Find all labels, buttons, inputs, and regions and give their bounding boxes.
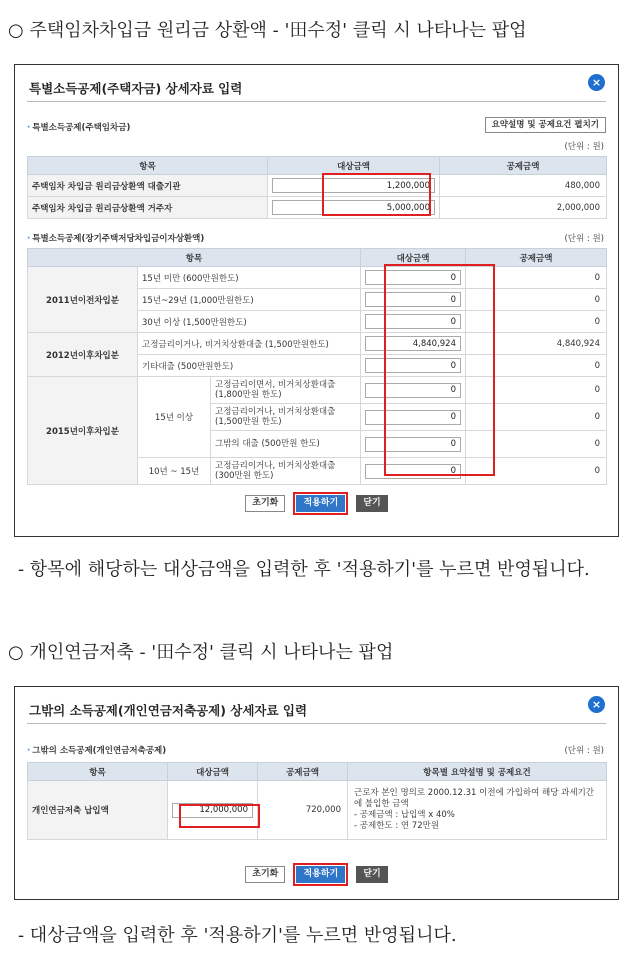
group-label-2015: 2015년이후차입분 <box>28 377 138 485</box>
table-row <box>28 781 607 840</box>
row-label: 주택임차 차입금 원리금상환액 대출기관 <box>28 175 268 197</box>
close-icon[interactable]: × <box>588 696 605 713</box>
row-label: 주택임차 차입금 원리금상환액 거주자 <box>28 197 268 219</box>
header-item: 항목 <box>28 249 361 267</box>
deduction-value: 0 <box>466 377 607 404</box>
reset-button[interactable]: 초기화 <box>245 495 285 512</box>
deduction-value: 0 <box>466 355 607 377</box>
table-row <box>28 267 607 289</box>
header-description: 항목별 요약설명 및 공제요건 <box>348 763 607 781</box>
expand-summary-button[interactable]: 요약설명 및 공제요건 펼치기 <box>485 117 606 133</box>
table-row <box>28 197 607 219</box>
row-label: 고정금리이거나, 비거치상환대출 (300만원 한도) <box>211 458 361 485</box>
table-row <box>28 175 607 197</box>
header-amount: 대상금액 <box>361 249 466 267</box>
unit-label: (단위 : 원) <box>564 142 604 152</box>
deduction-value: 0 <box>466 431 607 458</box>
popup-title: 그밖의 소득공제(개인연금저축공제) 상세자료 입력 <box>29 703 308 718</box>
unit-label: (단위 : 원) <box>564 234 604 244</box>
header-amount: 대상금액 <box>268 157 440 175</box>
bullet-icon: · <box>27 234 31 244</box>
mortgage-table <box>27 248 607 485</box>
title-divider <box>27 723 606 724</box>
close-icon[interactable]: × <box>588 74 605 91</box>
popup-housing-fund <box>14 64 619 537</box>
reset-button[interactable]: 초기화 <box>245 866 285 883</box>
row-label: 15년 미만 (600만원한도) <box>138 267 361 289</box>
amount-input[interactable] <box>365 410 461 425</box>
amount-input-lender[interactable] <box>272 178 435 193</box>
deduction-value: 2,000,000 <box>440 197 607 219</box>
section-label-mortgage <box>27 232 204 244</box>
deduction-value: 4,840,924 <box>466 333 607 355</box>
amount-input[interactable] <box>365 437 461 452</box>
deduction-value: 0 <box>466 289 607 311</box>
desc-line: - 공제한도 : 연 72만원 <box>354 821 440 831</box>
amount-input[interactable] <box>365 270 461 285</box>
table-row <box>28 377 607 404</box>
row-label: 고정금리이면서, 비거치상환대출 (1,800만원 한도) <box>211 377 361 404</box>
section-label-text: 특별소득공제(장기주택저당차입금이자상환액) <box>32 234 205 244</box>
button-row <box>15 493 618 512</box>
header-item: 항목 <box>28 157 268 175</box>
desc-line: 근로자 본인 명의로 2000.12.31 이전에 가입하여 해당 과세기간에 불입한 금액 <box>354 788 595 809</box>
row-label: 기타대출 (500만원한도) <box>138 355 361 377</box>
amount-input-resident[interactable] <box>272 200 435 215</box>
row-label: 그밖의 대출 (500만원 한도) <box>211 431 361 458</box>
note-housing-rent: - 항목에 해당하는 대상금액을 입력한 후 '적용하기'를 누르면 반영됩니다. <box>18 559 590 580</box>
table-row <box>28 333 607 355</box>
header-deduction: 공제금액 <box>466 249 607 267</box>
section-label-pension <box>27 744 166 756</box>
requirements-text <box>348 781 607 840</box>
group-label-2012: 2012년이후차입분 <box>28 333 138 377</box>
amount-input[interactable] <box>365 464 461 479</box>
section-label-text: 그밖의 소득공제(개인연금저축공제) <box>32 746 167 756</box>
row-label: 30년 이상 (1,500만원한도) <box>138 311 361 333</box>
deduction-value: 0 <box>466 458 607 485</box>
title-divider <box>27 101 606 102</box>
desc-line: - 공제금액 : 납입액 x 40% <box>354 810 455 820</box>
apply-button[interactable]: 적용하기 <box>296 495 345 512</box>
amount-input[interactable] <box>365 314 461 329</box>
deduction-value: 0 <box>466 311 607 333</box>
section-label-text: 특별소득공제(주택임차금) <box>32 123 131 133</box>
close-button[interactable]: 닫기 <box>356 866 387 883</box>
bullet-icon: · <box>27 123 31 133</box>
amount-input[interactable] <box>365 358 461 373</box>
sub-group-15plus: 15년 이상 <box>138 377 211 458</box>
header-amount: 대상금액 <box>168 763 258 781</box>
header-deduction: 공제금액 <box>440 157 607 175</box>
amount-input[interactable] <box>365 292 461 307</box>
button-row <box>15 864 618 883</box>
deduction-value: 720,000 <box>258 781 348 840</box>
note-pension-savings: - 대상금액을 입력한 후 '적용하기'를 누르면 반영됩니다. <box>18 925 457 946</box>
sub-group-10to15: 10년 ~ 15년 <box>138 458 211 485</box>
unit-label: (단위 : 원) <box>564 746 604 756</box>
section-label-rent <box>27 121 130 133</box>
popup-pension-savings <box>14 686 619 900</box>
bullet-icon: · <box>27 746 31 756</box>
row-label: 15년~29년 (1,000만원한도) <box>138 289 361 311</box>
header-item: 항목 <box>28 763 168 781</box>
amount-input-pension[interactable] <box>172 803 253 818</box>
row-label: 개인연금저축 납입액 <box>28 781 168 840</box>
amount-input[interactable] <box>365 383 461 398</box>
row-label: 고정금리이거나, 비거치상환대출 (1,500만원한도) <box>138 333 361 355</box>
pension-table <box>27 762 607 840</box>
popup-title: 특별소득공제(주택자금) 상세자료 입력 <box>29 81 243 96</box>
deduction-value: 480,000 <box>440 175 607 197</box>
heading-housing-rent: ○ 주택임차차입금 원리금 상환액 - '田수정' 클릭 시 나타나는 팝업 <box>8 20 527 41</box>
apply-button[interactable]: 적용하기 <box>296 866 345 883</box>
close-button[interactable]: 닫기 <box>356 495 387 512</box>
heading-pension-savings: ○ 개인연금저축 - '田수정' 클릭 시 나타나는 팝업 <box>8 642 394 663</box>
deduction-value: 0 <box>466 404 607 431</box>
deduction-value: 0 <box>466 267 607 289</box>
row-label: 고정금리이거나, 비거치상환대출 (1,500만원 한도) <box>211 404 361 431</box>
rent-table <box>27 156 607 219</box>
header-deduction: 공제금액 <box>258 763 348 781</box>
amount-input[interactable] <box>365 336 461 351</box>
group-label-2011: 2011년이전차입분 <box>28 267 138 333</box>
